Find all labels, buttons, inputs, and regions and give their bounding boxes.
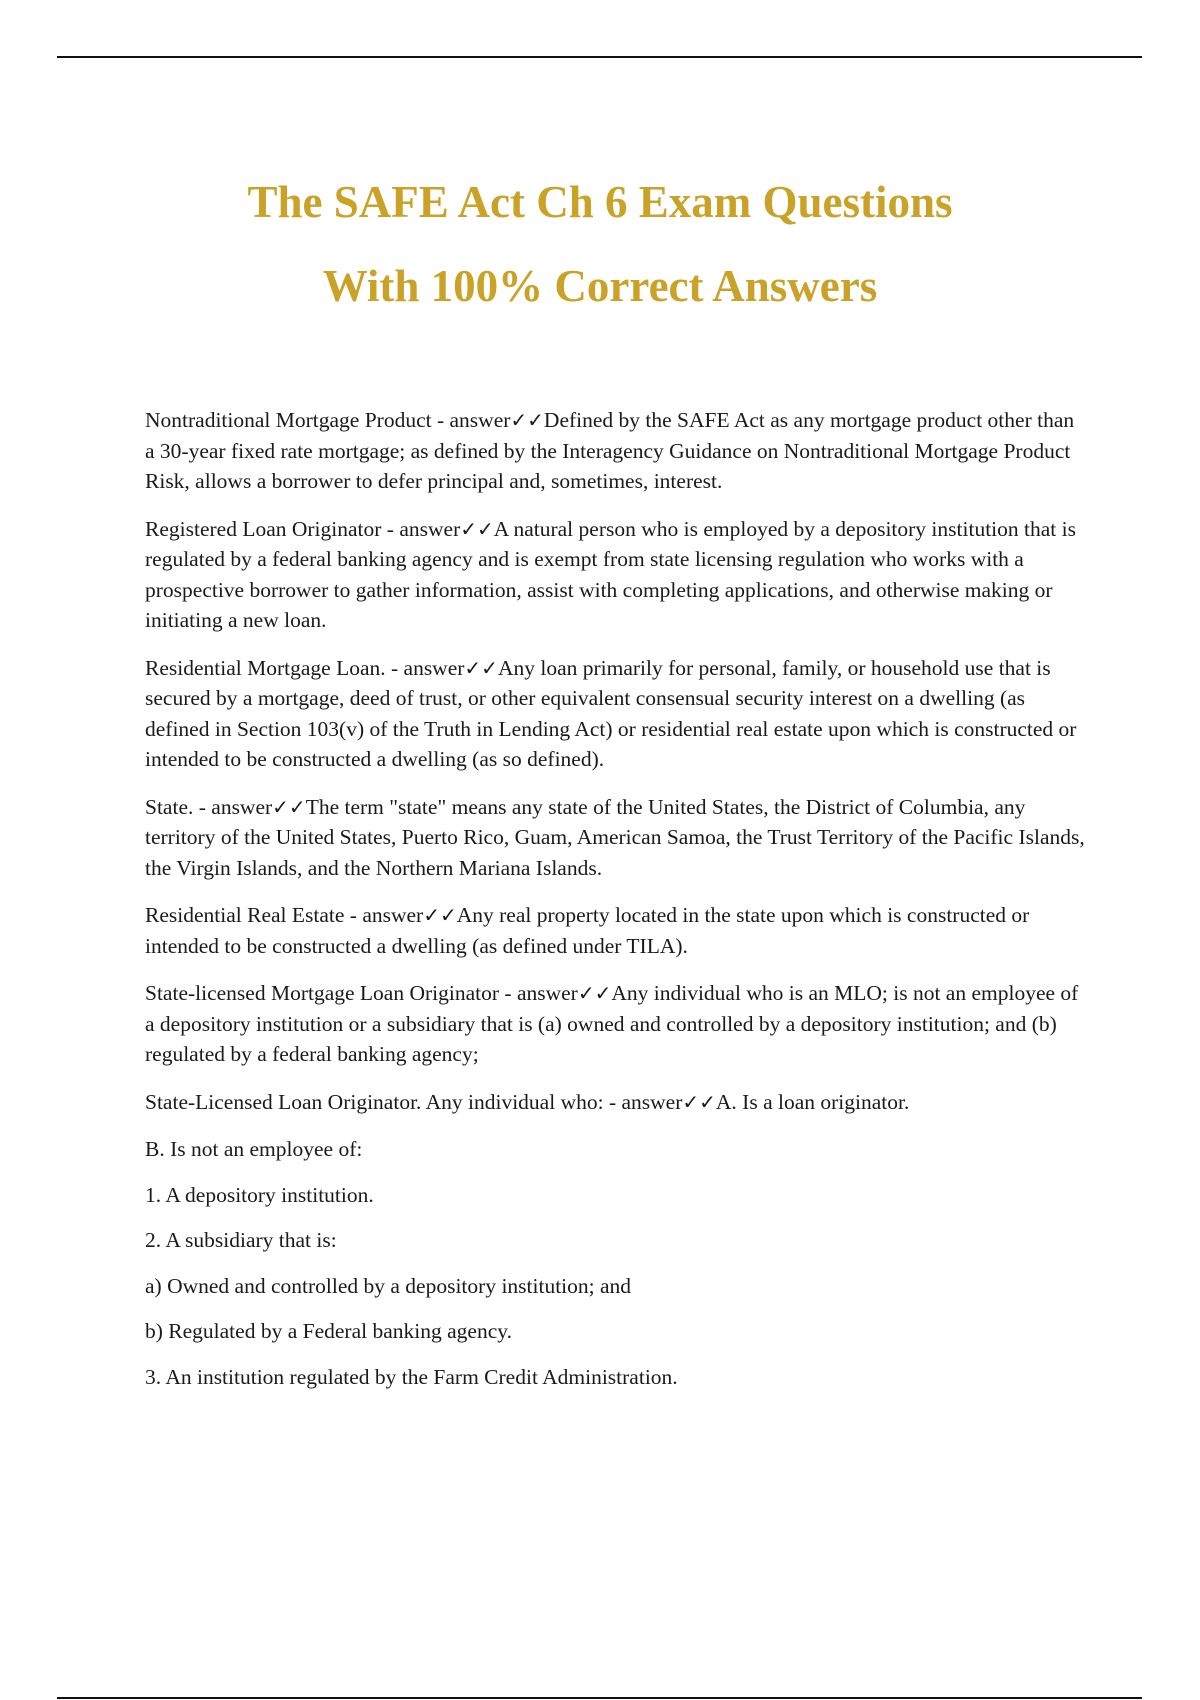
continuation-line: 1. A depository institution. [145,1182,374,1207]
continuation-line: B. Is not an employee of: [145,1137,363,1161]
qa-entry [145,653,1085,775]
title-line-2: With 100% Correct Answers [322,261,878,311]
top-rule [57,56,1142,58]
check-mark-icon: ✓✓ [272,794,306,819]
continuation-line: 2. A subsidiary that is: [145,1228,337,1252]
continuation-line: b) Regulated by a Federal banking agency. [145,1319,512,1343]
entry-definition: Any loan primarily for personal, family, or household use that is secured by a mortgage, deed of trust, or other equivalent consensual security interest on a dwelling (as defined in Section 103(v) of the Truth in Lending Act) or residential real estate upon which is constructed or intended to be constructed a dwelling (as so defined). [145,655,1077,771]
entry-term: Nontraditional Mortgage Product - answer [145,408,511,432]
check-mark-icon: ✓✓ [510,408,544,432]
check-mark-icon: ✓✓ [464,655,498,680]
continuation-line: 3. An institution regulated by the Farm Credit Administration. [145,1364,678,1389]
qa-entry [145,978,1085,1070]
document-title [0,160,1200,328]
qa-entry [145,405,1085,497]
check-mark-icon: ✓✓ [460,516,494,541]
qa-entry [145,900,1085,961]
entry-definition: The term "state" means any state of the United States, the District of Columbia, any territory of the United States, Puerto Rico, Guam, American Samoa, the Trust Territory of the Pacific Islands, the Virgin Islands, and the Northern Mariana Islands. [145,794,1085,880]
continuation-line: a) Owned and controlled by a depository institution; and [145,1273,632,1298]
qa-entry [145,792,1085,884]
entry-definition: Defined by the SAFE Act as any mortgage product other than a 30-year fixed rate mortgage; as defined by the Interagency Guidance on Nontraditional Mortgage Product Risk, allows a borrower to defer principal and, sometimes, interest. [145,408,1075,493]
check-mark-icon: ✓✓ [423,903,457,927]
entry-term: Registered Loan Originator - answer [145,516,461,541]
entry-term: State-Licensed Loan Originator. Any individual who: - answer [145,1089,683,1114]
bottom-rule [57,1697,1142,1699]
check-mark-icon: ✓✓ [577,981,612,1005]
entry-term: Residential Mortgage Loan. - answer [145,655,465,680]
entry-definition: A. Is a loan originator. [715,1089,910,1114]
document-body [145,405,1085,1407]
qa-entry [145,514,1085,636]
entry-definition: Any real property located in the state upon which is constructed or intended to be constructed a dwelling (as defined under TILA). [145,903,1030,958]
entry-term: State-licensed Mortgage Loan Originator - answer [145,981,578,1005]
title-line-1: The SAFE Act Ch 6 Exam Questions [247,177,953,227]
entry-definition: Any individual who is an MLO; is not an employee of a depository institution or a subsidiary that is (a) owned and controlled by a depository institution; and (b) regulated by a federal banking agency; [145,981,1079,1066]
entry-definition: A natural person who is employed by a depository institution that is regulated by a federal banking agency and is exempt from state licensing regulation who works with a prospective borrower to gather information, assist with completing applications, and otherwise making or initiating a new loan. [145,516,1076,632]
check-mark-icon: ✓✓ [682,1089,716,1114]
entry-term: Residential Real Estate - answer [145,903,424,927]
qa-entry [145,1087,1085,1118]
entry-term: State. - answer [145,794,273,819]
